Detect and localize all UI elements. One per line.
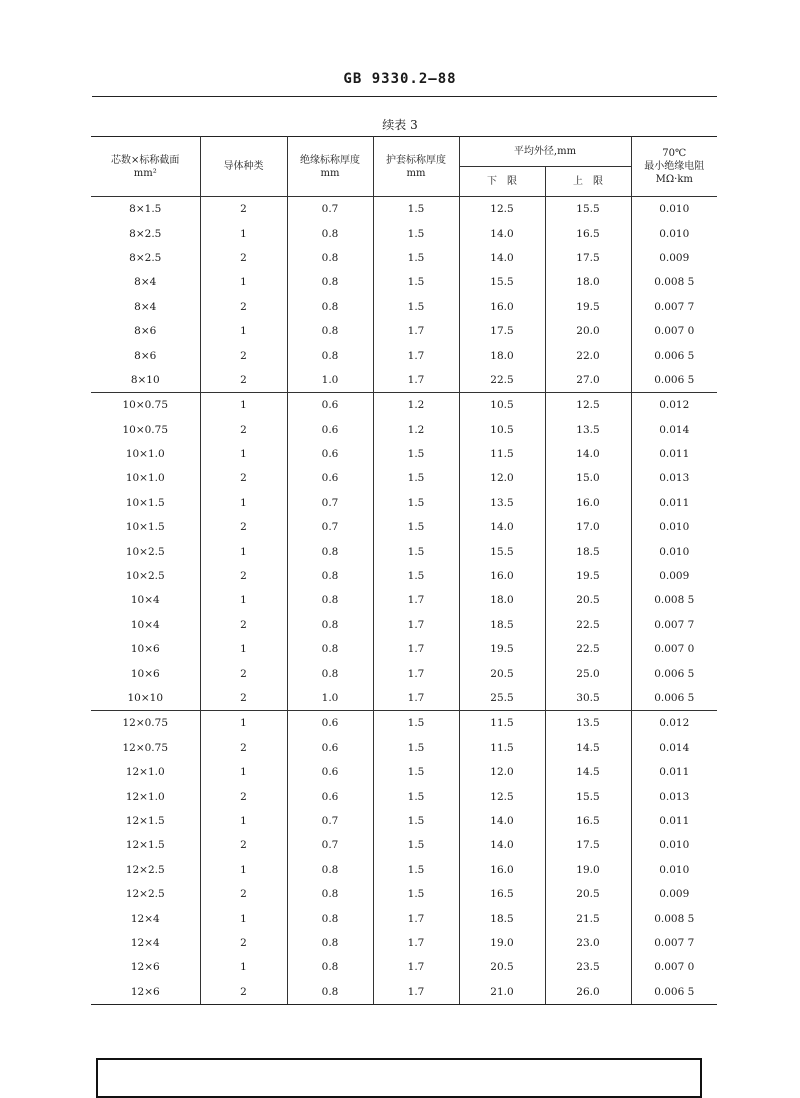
cell-core-section: 8×10 xyxy=(91,368,200,393)
table-row xyxy=(91,515,717,539)
cell-insulation: 0.8 xyxy=(287,246,373,270)
cell-diameter-lower: 15.5 xyxy=(459,270,545,294)
cell-conductor-type: 2 xyxy=(200,882,287,906)
cell-sheath: 1.5 xyxy=(373,295,459,319)
cell-core-section: 10×1.5 xyxy=(91,515,200,539)
cell-sheath: 1.5 xyxy=(373,221,459,245)
cell-conductor-type: 2 xyxy=(200,931,287,955)
table-row xyxy=(91,343,717,367)
cell-diameter-upper: 20.5 xyxy=(545,588,631,612)
cell-diameter-upper: 18.0 xyxy=(545,270,631,294)
cell-diameter-lower: 21.0 xyxy=(459,980,545,1005)
header-core-section xyxy=(91,137,200,197)
cell-diameter-lower: 11.5 xyxy=(459,711,545,736)
cell-resistance: 0.011 xyxy=(631,760,717,784)
cell-core-section: 12×4 xyxy=(91,906,200,930)
cell-diameter-lower: 19.5 xyxy=(459,637,545,661)
cell-conductor-type: 1 xyxy=(200,637,287,661)
cell-core-section: 8×6 xyxy=(91,343,200,367)
cell-conductor-type: 2 xyxy=(200,613,287,637)
header-sheath-thickness xyxy=(373,137,459,197)
cell-insulation: 0.6 xyxy=(287,736,373,760)
cell-insulation: 0.8 xyxy=(287,343,373,367)
cell-conductor-type: 2 xyxy=(200,197,287,222)
cell-diameter-lower: 20.5 xyxy=(459,955,545,979)
header-insulation-label: 绝缘标称厚度 xyxy=(300,154,360,166)
header-resistance-unit: MΩ·km xyxy=(655,174,693,185)
cell-core-section: 10×2.5 xyxy=(91,564,200,588)
cell-core-section: 8×2.5 xyxy=(91,221,200,245)
cell-diameter-lower: 10.5 xyxy=(459,393,545,418)
cell-insulation: 0.6 xyxy=(287,784,373,808)
cell-conductor-type: 1 xyxy=(200,319,287,343)
cell-sheath: 1.5 xyxy=(373,539,459,563)
cell-resistance: 0.007 0 xyxy=(631,637,717,661)
cell-diameter-lower: 12.0 xyxy=(459,760,545,784)
spec-table xyxy=(91,136,717,1005)
table-caption: 续表 3 xyxy=(382,118,418,132)
cell-diameter-upper: 13.5 xyxy=(545,418,631,442)
header-resistance-temp: 70℃ xyxy=(662,148,687,159)
cell-insulation: 0.8 xyxy=(287,661,373,685)
table-row xyxy=(91,931,717,955)
cell-sheath: 1.5 xyxy=(373,833,459,857)
cell-diameter-upper: 16.0 xyxy=(545,491,631,515)
cell-diameter-lower: 22.5 xyxy=(459,368,545,393)
cell-resistance: 0.010 xyxy=(631,539,717,563)
cell-conductor-type: 1 xyxy=(200,858,287,882)
cell-core-section: 10×10 xyxy=(91,686,200,711)
cell-core-section: 12×1.5 xyxy=(91,833,200,857)
cell-insulation: 0.8 xyxy=(287,906,373,930)
cell-sheath: 1.7 xyxy=(373,931,459,955)
table-row xyxy=(91,393,717,418)
cell-core-section: 10×6 xyxy=(91,637,200,661)
cell-insulation: 0.6 xyxy=(287,466,373,490)
table-row xyxy=(91,760,717,784)
cell-resistance: 0.014 xyxy=(631,418,717,442)
cell-diameter-lower: 14.0 xyxy=(459,515,545,539)
cell-insulation: 0.8 xyxy=(287,588,373,612)
cell-diameter-lower: 14.0 xyxy=(459,246,545,270)
cell-diameter-upper: 25.0 xyxy=(545,661,631,685)
cell-diameter-lower: 15.5 xyxy=(459,539,545,563)
cell-core-section: 10×6 xyxy=(91,661,200,685)
cell-sheath: 1.7 xyxy=(373,980,459,1005)
cell-conductor-type: 2 xyxy=(200,661,287,685)
table-row xyxy=(91,564,717,588)
cell-diameter-lower: 16.0 xyxy=(459,564,545,588)
cell-insulation: 0.8 xyxy=(287,295,373,319)
cell-diameter-upper: 15.5 xyxy=(545,197,631,222)
cell-core-section: 8×4 xyxy=(91,270,200,294)
table-row xyxy=(91,368,717,393)
table-head xyxy=(91,137,717,197)
cell-conductor-type: 2 xyxy=(200,980,287,1005)
cell-conductor-type: 2 xyxy=(200,784,287,808)
cell-diameter-lower: 18.0 xyxy=(459,343,545,367)
cell-diameter-upper: 27.0 xyxy=(545,368,631,393)
cell-sheath: 1.5 xyxy=(373,736,459,760)
cell-diameter-lower: 11.5 xyxy=(459,736,545,760)
table-row xyxy=(91,980,717,1005)
cell-resistance: 0.011 xyxy=(631,809,717,833)
cell-diameter-upper: 19.5 xyxy=(545,295,631,319)
cell-diameter-upper: 18.5 xyxy=(545,539,631,563)
table-row xyxy=(91,661,717,685)
cell-diameter-upper: 17.0 xyxy=(545,515,631,539)
cell-diameter-upper: 12.5 xyxy=(545,393,631,418)
cell-insulation: 0.7 xyxy=(287,491,373,515)
table-row xyxy=(91,858,717,882)
cell-resistance: 0.013 xyxy=(631,784,717,808)
cell-diameter-upper: 19.0 xyxy=(545,858,631,882)
cell-sheath: 1.5 xyxy=(373,760,459,784)
cell-resistance: 0.014 xyxy=(631,736,717,760)
cell-conductor-type: 2 xyxy=(200,246,287,270)
cell-insulation: 0.7 xyxy=(287,515,373,539)
cell-sheath: 1.2 xyxy=(373,418,459,442)
cell-sheath: 1.7 xyxy=(373,686,459,711)
table-row xyxy=(91,442,717,466)
cell-sheath: 1.5 xyxy=(373,564,459,588)
cell-diameter-lower: 14.0 xyxy=(459,833,545,857)
cell-diameter-upper: 20.0 xyxy=(545,319,631,343)
table-row xyxy=(91,955,717,979)
cell-diameter-upper: 14.0 xyxy=(545,442,631,466)
bottom-frame xyxy=(96,1058,702,1098)
table-row xyxy=(91,295,717,319)
cell-core-section: 12×2.5 xyxy=(91,858,200,882)
cell-insulation: 0.8 xyxy=(287,613,373,637)
cell-conductor-type: 1 xyxy=(200,906,287,930)
cell-sheath: 1.5 xyxy=(373,784,459,808)
cell-resistance: 0.008 5 xyxy=(631,270,717,294)
cell-conductor-type: 1 xyxy=(200,809,287,833)
cell-conductor-type: 1 xyxy=(200,711,287,736)
table-row xyxy=(91,736,717,760)
cell-diameter-lower: 25.5 xyxy=(459,686,545,711)
cell-diameter-lower: 17.5 xyxy=(459,319,545,343)
cell-insulation: 0.6 xyxy=(287,442,373,466)
cell-resistance: 0.007 7 xyxy=(631,613,717,637)
table-row xyxy=(91,784,717,808)
table-row xyxy=(91,711,717,736)
cell-core-section: 10×0.75 xyxy=(91,393,200,418)
cell-insulation: 0.6 xyxy=(287,711,373,736)
header-insulation-thickness xyxy=(287,137,373,197)
cell-resistance: 0.006 5 xyxy=(631,980,717,1005)
cell-insulation: 0.7 xyxy=(287,833,373,857)
cell-sheath: 1.7 xyxy=(373,368,459,393)
cell-conductor-type: 1 xyxy=(200,442,287,466)
header-diameter-group: 平均外径,mm xyxy=(459,137,631,167)
cell-resistance: 0.006 5 xyxy=(631,343,717,367)
cell-resistance: 0.012 xyxy=(631,711,717,736)
cell-conductor-type: 2 xyxy=(200,833,287,857)
cell-resistance: 0.010 xyxy=(631,858,717,882)
cell-diameter-upper: 17.5 xyxy=(545,833,631,857)
cell-insulation: 0.8 xyxy=(287,882,373,906)
cell-diameter-upper: 19.5 xyxy=(545,564,631,588)
cell-core-section: 12×6 xyxy=(91,955,200,979)
header-diameter-upper: 上 限 xyxy=(545,167,631,197)
cell-diameter-lower: 19.0 xyxy=(459,931,545,955)
header-sheath-label: 护套标称厚度 xyxy=(386,154,446,166)
cell-sheath: 1.5 xyxy=(373,270,459,294)
cell-core-section: 12×2.5 xyxy=(91,882,200,906)
cell-insulation: 0.6 xyxy=(287,418,373,442)
table-row xyxy=(91,588,717,612)
cell-core-section: 10×1.0 xyxy=(91,442,200,466)
cell-conductor-type: 2 xyxy=(200,343,287,367)
cell-sheath: 1.7 xyxy=(373,319,459,343)
cell-sheath: 1.5 xyxy=(373,491,459,515)
header-insulation-resistance xyxy=(631,137,717,197)
cell-insulation: 0.8 xyxy=(287,858,373,882)
cell-resistance: 0.007 0 xyxy=(631,955,717,979)
cell-diameter-upper: 23.0 xyxy=(545,931,631,955)
cell-conductor-type: 2 xyxy=(200,736,287,760)
cell-insulation: 0.8 xyxy=(287,319,373,343)
cell-insulation: 1.0 xyxy=(287,368,373,393)
cell-diameter-upper: 20.5 xyxy=(545,882,631,906)
cell-diameter-lower: 14.0 xyxy=(459,809,545,833)
table-row xyxy=(91,491,717,515)
cell-insulation: 0.8 xyxy=(287,564,373,588)
cell-resistance: 0.012 xyxy=(631,393,717,418)
cell-sheath: 1.5 xyxy=(373,858,459,882)
cell-diameter-upper: 15.5 xyxy=(545,784,631,808)
cell-insulation: 0.6 xyxy=(287,760,373,784)
cell-insulation: 0.8 xyxy=(287,955,373,979)
cell-sheath: 1.7 xyxy=(373,613,459,637)
cell-sheath: 1.5 xyxy=(373,466,459,490)
cell-sheath: 1.2 xyxy=(373,393,459,418)
cell-sheath: 1.7 xyxy=(373,906,459,930)
cell-diameter-upper: 23.5 xyxy=(545,955,631,979)
cell-sheath: 1.5 xyxy=(373,246,459,270)
cell-core-section: 10×1.0 xyxy=(91,466,200,490)
cell-conductor-type: 2 xyxy=(200,515,287,539)
table-row xyxy=(91,686,717,711)
table-row xyxy=(91,539,717,563)
cell-resistance: 0.006 5 xyxy=(631,368,717,393)
cell-core-section: 10×1.5 xyxy=(91,491,200,515)
cell-sheath: 1.7 xyxy=(373,343,459,367)
cell-insulation: 0.8 xyxy=(287,539,373,563)
cell-diameter-upper: 15.0 xyxy=(545,466,631,490)
cell-conductor-type: 2 xyxy=(200,418,287,442)
table-row xyxy=(91,246,717,270)
cell-resistance: 0.009 xyxy=(631,246,717,270)
cell-diameter-upper: 22.5 xyxy=(545,613,631,637)
table-row xyxy=(91,637,717,661)
cell-core-section: 12×0.75 xyxy=(91,711,200,736)
cell-sheath: 1.7 xyxy=(373,661,459,685)
cell-conductor-type: 2 xyxy=(200,368,287,393)
cell-resistance: 0.009 xyxy=(631,564,717,588)
table-row xyxy=(91,197,717,222)
cell-core-section: 10×0.75 xyxy=(91,418,200,442)
cell-insulation: 0.6 xyxy=(287,393,373,418)
cell-resistance: 0.006 5 xyxy=(631,686,717,711)
cell-conductor-type: 1 xyxy=(200,393,287,418)
cell-core-section: 12×1.0 xyxy=(91,784,200,808)
cell-diameter-lower: 18.5 xyxy=(459,906,545,930)
cell-conductor-type: 2 xyxy=(200,466,287,490)
header-sheath-unit: mm xyxy=(406,167,426,179)
cell-resistance: 0.010 xyxy=(631,197,717,222)
table-row xyxy=(91,221,717,245)
cell-core-section: 10×2.5 xyxy=(91,539,200,563)
cell-core-section: 10×4 xyxy=(91,613,200,637)
cell-resistance: 0.010 xyxy=(631,221,717,245)
cell-insulation: 1.0 xyxy=(287,686,373,711)
cell-sheath: 1.5 xyxy=(373,711,459,736)
header-conductor-type: 导体种类 xyxy=(200,137,287,197)
cell-insulation: 0.8 xyxy=(287,931,373,955)
cell-resistance: 0.008 5 xyxy=(631,588,717,612)
cell-insulation: 0.8 xyxy=(287,980,373,1005)
cell-diameter-upper: 26.0 xyxy=(545,980,631,1005)
cell-core-section: 10×4 xyxy=(91,588,200,612)
cell-sheath: 1.5 xyxy=(373,882,459,906)
cell-resistance: 0.006 5 xyxy=(631,661,717,685)
header-rule xyxy=(92,96,717,97)
table-row xyxy=(91,906,717,930)
document-header: GB 9330.2—88 xyxy=(343,71,457,87)
cell-diameter-lower: 20.5 xyxy=(459,661,545,685)
cell-resistance: 0.011 xyxy=(631,491,717,515)
cell-conductor-type: 1 xyxy=(200,588,287,612)
cell-diameter-lower: 16.0 xyxy=(459,295,545,319)
cell-resistance: 0.013 xyxy=(631,466,717,490)
cell-diameter-upper: 16.5 xyxy=(545,809,631,833)
cell-diameter-upper: 22.5 xyxy=(545,637,631,661)
cell-resistance: 0.008 5 xyxy=(631,906,717,930)
cell-core-section: 12×4 xyxy=(91,931,200,955)
cell-conductor-type: 1 xyxy=(200,221,287,245)
cell-sheath: 1.7 xyxy=(373,955,459,979)
cell-diameter-upper: 13.5 xyxy=(545,711,631,736)
table-row xyxy=(91,319,717,343)
cell-core-section: 12×1.0 xyxy=(91,760,200,784)
cell-conductor-type: 2 xyxy=(200,295,287,319)
cell-resistance: 0.011 xyxy=(631,442,717,466)
cell-diameter-lower: 12.5 xyxy=(459,784,545,808)
header-resistance-label: 最小绝缘电阻 xyxy=(644,161,705,172)
cell-diameter-upper: 16.5 xyxy=(545,221,631,245)
cell-diameter-lower: 18.5 xyxy=(459,613,545,637)
table-row xyxy=(91,809,717,833)
cell-sheath: 1.5 xyxy=(373,197,459,222)
table-body xyxy=(91,197,717,1005)
cell-diameter-lower: 18.0 xyxy=(459,588,545,612)
cell-diameter-lower: 12.0 xyxy=(459,466,545,490)
cell-core-section: 12×6 xyxy=(91,980,200,1005)
cell-core-section: 8×1.5 xyxy=(91,197,200,222)
cell-diameter-lower: 12.5 xyxy=(459,197,545,222)
cell-diameter-lower: 16.5 xyxy=(459,882,545,906)
cell-diameter-lower: 13.5 xyxy=(459,491,545,515)
cell-diameter-upper: 14.5 xyxy=(545,736,631,760)
cell-diameter-lower: 10.5 xyxy=(459,418,545,442)
cell-conductor-type: 1 xyxy=(200,270,287,294)
cell-conductor-type: 2 xyxy=(200,564,287,588)
cell-insulation: 0.8 xyxy=(287,637,373,661)
cell-core-section: 12×0.75 xyxy=(91,736,200,760)
cell-sheath: 1.7 xyxy=(373,588,459,612)
cell-conductor-type: 1 xyxy=(200,539,287,563)
table-row xyxy=(91,833,717,857)
cell-diameter-upper: 22.0 xyxy=(545,343,631,367)
cell-sheath: 1.5 xyxy=(373,515,459,539)
cell-resistance: 0.010 xyxy=(631,515,717,539)
cell-core-section: 8×4 xyxy=(91,295,200,319)
cell-insulation: 0.8 xyxy=(287,221,373,245)
cell-resistance: 0.007 7 xyxy=(631,931,717,955)
table-row xyxy=(91,613,717,637)
cell-diameter-lower: 14.0 xyxy=(459,221,545,245)
header-core-unit: mm² xyxy=(133,167,157,179)
cell-resistance: 0.010 xyxy=(631,833,717,857)
cell-conductor-type: 1 xyxy=(200,955,287,979)
cell-diameter-upper: 14.5 xyxy=(545,760,631,784)
cell-diameter-upper: 30.5 xyxy=(545,686,631,711)
cell-conductor-type: 2 xyxy=(200,686,287,711)
cell-diameter-lower: 16.0 xyxy=(459,858,545,882)
header-core-label: 芯数×标称截面 xyxy=(111,154,180,166)
cell-sheath: 1.7 xyxy=(373,637,459,661)
cell-diameter-upper: 21.5 xyxy=(545,906,631,930)
cell-insulation: 0.7 xyxy=(287,809,373,833)
cell-diameter-upper: 17.5 xyxy=(545,246,631,270)
header-diameter-lower: 下 限 xyxy=(459,167,545,197)
header-insulation-unit: mm xyxy=(320,167,340,179)
cell-conductor-type: 1 xyxy=(200,491,287,515)
cell-resistance: 0.007 0 xyxy=(631,319,717,343)
cell-core-section: 12×1.5 xyxy=(91,809,200,833)
cell-insulation: 0.7 xyxy=(287,197,373,222)
table-row xyxy=(91,418,717,442)
cell-resistance: 0.007 7 xyxy=(631,295,717,319)
cell-core-section: 8×6 xyxy=(91,319,200,343)
cell-conductor-type: 1 xyxy=(200,760,287,784)
cell-sheath: 1.5 xyxy=(373,442,459,466)
cell-insulation: 0.8 xyxy=(287,270,373,294)
cell-diameter-lower: 11.5 xyxy=(459,442,545,466)
table-row xyxy=(91,270,717,294)
cell-resistance: 0.009 xyxy=(631,882,717,906)
cell-core-section: 8×2.5 xyxy=(91,246,200,270)
table-row xyxy=(91,882,717,906)
table-row xyxy=(91,466,717,490)
cell-sheath: 1.5 xyxy=(373,809,459,833)
